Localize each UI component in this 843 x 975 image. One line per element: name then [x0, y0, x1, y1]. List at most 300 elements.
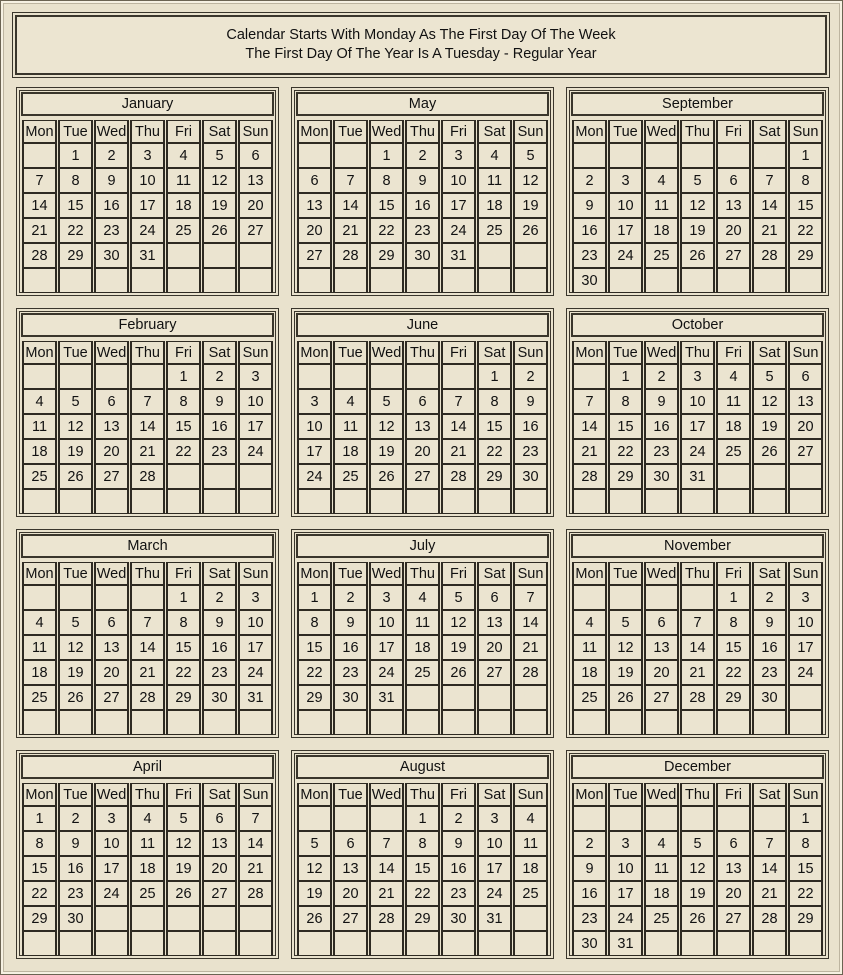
day-cell: 5: [752, 364, 787, 389]
month-september: [566, 87, 829, 296]
week-row: [297, 439, 548, 464]
week-row: [572, 906, 823, 931]
day-cell: 2: [94, 143, 129, 168]
day-cell: 24: [238, 439, 273, 464]
weekday-header: Fri: [716, 783, 751, 806]
week-row: [297, 364, 548, 389]
week-row: [297, 389, 548, 414]
weekday-header: Sun: [788, 562, 823, 585]
month-table: [296, 120, 549, 293]
empty-cell: [202, 489, 237, 514]
month-title: March: [21, 534, 274, 558]
weekday-header: Sun: [513, 341, 548, 364]
day-cell: 21: [680, 660, 715, 685]
empty-cell: [572, 489, 607, 514]
weekday-header: Mon: [297, 341, 332, 364]
weekday-header: Wed: [644, 562, 679, 585]
month-table: [571, 120, 824, 293]
empty-cell: [572, 364, 607, 389]
day-cell: 14: [752, 193, 787, 218]
day-cell: 27: [405, 464, 440, 489]
empty-cell: [644, 585, 679, 610]
day-cell: 22: [369, 218, 404, 243]
day-cell: 4: [333, 389, 368, 414]
day-cell: 17: [94, 856, 129, 881]
day-cell: 13: [644, 635, 679, 660]
weekday-header: Thu: [680, 783, 715, 806]
weekday-header: Mon: [572, 783, 607, 806]
week-row: [297, 168, 548, 193]
week-row: [297, 831, 548, 856]
day-cell: 5: [166, 806, 201, 831]
day-cell: 10: [441, 168, 476, 193]
day-cell: 28: [680, 685, 715, 710]
day-cell: 13: [788, 389, 823, 414]
empty-cell: [238, 710, 273, 735]
empty-cell: [166, 243, 201, 268]
day-cell: 13: [94, 414, 129, 439]
empty-cell: [788, 931, 823, 956]
day-cell: 8: [608, 389, 643, 414]
empty-cell: [58, 931, 93, 956]
empty-cell: [238, 931, 273, 956]
empty-cell: [608, 143, 643, 168]
day-cell: 11: [22, 635, 57, 660]
day-cell: 9: [644, 389, 679, 414]
month-august: [291, 750, 554, 959]
week-row: [297, 906, 548, 931]
empty-cell: [297, 489, 332, 514]
week-row: [572, 489, 823, 514]
day-cell: 11: [513, 831, 548, 856]
week-row: [297, 931, 548, 956]
empty-cell: [58, 489, 93, 514]
week-row: [297, 193, 548, 218]
month-title: February: [21, 313, 274, 337]
day-cell: 4: [644, 831, 679, 856]
week-row: [297, 806, 548, 831]
day-cell: 13: [477, 610, 512, 635]
day-cell: 21: [752, 881, 787, 906]
header-line-2: The First Day Of The Year Is A Tuesday - Regular Year: [245, 46, 597, 62]
week-row: [297, 489, 548, 514]
day-cell: 29: [477, 464, 512, 489]
day-cell: 12: [441, 610, 476, 635]
empty-cell: [680, 710, 715, 735]
week-row: [297, 464, 548, 489]
day-cell: 26: [680, 243, 715, 268]
empty-cell: [716, 931, 751, 956]
day-cell: 9: [752, 610, 787, 635]
weekday-header: Sun: [513, 562, 548, 585]
day-cell: 7: [752, 168, 787, 193]
week-row: [22, 143, 273, 168]
day-cell: 30: [202, 685, 237, 710]
day-cell: 19: [608, 660, 643, 685]
day-cell: 18: [513, 856, 548, 881]
empty-cell: [788, 710, 823, 735]
day-cell: 4: [572, 610, 607, 635]
empty-cell: [333, 710, 368, 735]
day-cell: 29: [405, 906, 440, 931]
month-frame: [569, 311, 826, 514]
day-cell: 18: [166, 193, 201, 218]
day-cell: 8: [716, 610, 751, 635]
empty-cell: [644, 710, 679, 735]
empty-cell: [680, 806, 715, 831]
empty-cell: [22, 710, 57, 735]
day-cell: 15: [22, 856, 57, 881]
day-cell: 26: [202, 218, 237, 243]
weekday-header: Wed: [94, 783, 129, 806]
day-cell: 22: [477, 439, 512, 464]
week-row: [22, 389, 273, 414]
week-row: [22, 806, 273, 831]
day-cell: 18: [716, 414, 751, 439]
empty-cell: [22, 364, 57, 389]
empty-cell: [608, 268, 643, 293]
weekday-header: Thu: [405, 120, 440, 143]
empty-cell: [22, 143, 57, 168]
day-cell: 3: [608, 831, 643, 856]
empty-cell: [369, 931, 404, 956]
day-cell: 3: [130, 143, 165, 168]
day-cell: 2: [513, 364, 548, 389]
day-cell: 9: [94, 168, 129, 193]
day-cell: 10: [94, 831, 129, 856]
weekday-header: Sun: [788, 120, 823, 143]
day-cell: 4: [166, 143, 201, 168]
day-cell: 30: [333, 685, 368, 710]
empty-cell: [166, 906, 201, 931]
week-row: [297, 414, 548, 439]
weekday-header: Fri: [716, 120, 751, 143]
weekday-header: Tue: [608, 562, 643, 585]
empty-cell: [369, 364, 404, 389]
day-cell: 1: [788, 806, 823, 831]
day-cell: 24: [608, 906, 643, 931]
day-cell: 2: [441, 806, 476, 831]
weekday-header: Sun: [238, 120, 273, 143]
day-cell: 12: [608, 635, 643, 660]
day-cell: 24: [297, 464, 332, 489]
day-cell: 25: [333, 464, 368, 489]
empty-cell: [608, 585, 643, 610]
day-cell: 9: [333, 610, 368, 635]
empty-cell: [644, 931, 679, 956]
day-cell: 12: [202, 168, 237, 193]
week-row: [572, 710, 823, 735]
day-cell: 24: [238, 660, 273, 685]
weekday-header: Wed: [94, 341, 129, 364]
day-cell: 1: [788, 143, 823, 168]
day-cell: 30: [572, 931, 607, 956]
day-cell: 23: [752, 660, 787, 685]
day-cell: 2: [405, 143, 440, 168]
weekday-header: Mon: [297, 562, 332, 585]
weekday-header: Sun: [788, 341, 823, 364]
day-cell: 5: [680, 168, 715, 193]
day-cell: 3: [788, 585, 823, 610]
day-cell: 3: [608, 168, 643, 193]
month-table: [21, 120, 274, 293]
empty-cell: [22, 268, 57, 293]
day-cell: 7: [22, 168, 57, 193]
empty-cell: [94, 710, 129, 735]
empty-cell: [752, 806, 787, 831]
day-cell: 27: [716, 243, 751, 268]
day-cell: 28: [333, 243, 368, 268]
day-cell: 26: [297, 906, 332, 931]
empty-cell: [680, 268, 715, 293]
day-cell: 10: [238, 389, 273, 414]
week-row: [22, 856, 273, 881]
day-cell: 10: [369, 610, 404, 635]
day-cell: 21: [238, 856, 273, 881]
day-cell: 20: [94, 660, 129, 685]
day-cell: 20: [477, 635, 512, 660]
day-cell: 24: [369, 660, 404, 685]
month-frame: [19, 90, 276, 293]
day-cell: 4: [22, 389, 57, 414]
empty-cell: [644, 489, 679, 514]
day-cell: 2: [752, 585, 787, 610]
day-cell: 22: [166, 439, 201, 464]
empty-cell: [513, 710, 548, 735]
day-cell: 25: [716, 439, 751, 464]
day-cell: 13: [405, 414, 440, 439]
week-row: [572, 218, 823, 243]
day-cell: 23: [441, 881, 476, 906]
empty-cell: [477, 489, 512, 514]
day-cell: 3: [238, 585, 273, 610]
empty-cell: [572, 143, 607, 168]
empty-cell: [130, 931, 165, 956]
week-row: [22, 881, 273, 906]
week-row: [572, 685, 823, 710]
weekday-header: Tue: [608, 120, 643, 143]
empty-cell: [22, 931, 57, 956]
empty-cell: [166, 489, 201, 514]
day-cell: 30: [752, 685, 787, 710]
empty-cell: [202, 931, 237, 956]
day-cell: 23: [333, 660, 368, 685]
day-cell: 5: [513, 143, 548, 168]
empty-cell: [405, 268, 440, 293]
month-october: [566, 308, 829, 517]
day-cell: 3: [369, 585, 404, 610]
day-cell: 8: [369, 168, 404, 193]
day-cell: 28: [22, 243, 57, 268]
day-cell: 3: [441, 143, 476, 168]
empty-cell: [441, 685, 476, 710]
empty-cell: [441, 364, 476, 389]
empty-cell: [94, 489, 129, 514]
month-june: [291, 308, 554, 517]
weekday-header: Wed: [94, 120, 129, 143]
day-cell: 27: [644, 685, 679, 710]
day-cell: 6: [238, 143, 273, 168]
weekday-header: Thu: [130, 120, 165, 143]
day-cell: 24: [130, 218, 165, 243]
day-cell: 20: [716, 881, 751, 906]
day-cell: 30: [94, 243, 129, 268]
empty-cell: [166, 268, 201, 293]
empty-cell: [202, 906, 237, 931]
weekday-header: Fri: [166, 783, 201, 806]
day-cell: 6: [788, 364, 823, 389]
day-cell: 18: [477, 193, 512, 218]
weekday-header: Tue: [333, 120, 368, 143]
weekday-header: Sun: [513, 120, 548, 143]
day-cell: 4: [405, 585, 440, 610]
week-row: [297, 710, 548, 735]
header-line-1: Calendar Starts With Monday As The First Day Of The Week: [226, 27, 616, 43]
day-cell: 5: [441, 585, 476, 610]
empty-cell: [166, 464, 201, 489]
week-row: [572, 856, 823, 881]
day-cell: 16: [513, 414, 548, 439]
day-cell: 6: [405, 389, 440, 414]
week-row: [22, 489, 273, 514]
empty-cell: [297, 364, 332, 389]
empty-cell: [680, 585, 715, 610]
weekday-header: Mon: [297, 783, 332, 806]
empty-cell: [572, 806, 607, 831]
day-cell: 10: [130, 168, 165, 193]
day-cell: 8: [297, 610, 332, 635]
empty-cell: [752, 268, 787, 293]
day-cell: 28: [752, 243, 787, 268]
month-title: July: [296, 534, 549, 558]
weekday-header: Tue: [333, 783, 368, 806]
empty-cell: [477, 931, 512, 956]
day-cell: 7: [238, 806, 273, 831]
weekday-header: Tue: [58, 562, 93, 585]
weekday-header: Wed: [369, 341, 404, 364]
day-cell: 29: [608, 464, 643, 489]
weekday-header: Sat: [477, 120, 512, 143]
empty-cell: [788, 685, 823, 710]
day-cell: 11: [166, 168, 201, 193]
day-cell: 15: [788, 193, 823, 218]
weekday-header: Thu: [680, 341, 715, 364]
day-cell: 14: [130, 635, 165, 660]
day-cell: 26: [58, 464, 93, 489]
day-cell: 11: [333, 414, 368, 439]
day-cell: 9: [58, 831, 93, 856]
empty-cell: [130, 268, 165, 293]
month-march: [16, 529, 279, 738]
day-cell: 6: [716, 831, 751, 856]
week-row: [22, 414, 273, 439]
weekday-header: Tue: [58, 341, 93, 364]
day-cell: 8: [788, 831, 823, 856]
day-cell: 1: [58, 143, 93, 168]
day-cell: 14: [441, 414, 476, 439]
day-cell: 22: [297, 660, 332, 685]
empty-cell: [788, 268, 823, 293]
day-cell: 13: [333, 856, 368, 881]
weekday-header: Sat: [202, 562, 237, 585]
day-cell: 5: [58, 389, 93, 414]
day-cell: 9: [405, 168, 440, 193]
day-cell: 27: [238, 218, 273, 243]
day-cell: 10: [788, 610, 823, 635]
empty-cell: [513, 906, 548, 931]
empty-cell: [130, 364, 165, 389]
day-cell: 22: [58, 218, 93, 243]
day-cell: 19: [752, 414, 787, 439]
day-cell: 20: [94, 439, 129, 464]
empty-cell: [405, 710, 440, 735]
weekday-header: Mon: [572, 562, 607, 585]
day-cell: 26: [369, 464, 404, 489]
weekday-header: Fri: [166, 341, 201, 364]
week-row: [572, 806, 823, 831]
day-cell: 18: [644, 218, 679, 243]
day-cell: 27: [94, 685, 129, 710]
day-cell: 5: [608, 610, 643, 635]
month-frame: [19, 753, 276, 956]
month-title: April: [21, 755, 274, 779]
empty-cell: [166, 710, 201, 735]
day-cell: 12: [680, 856, 715, 881]
day-cell: 15: [477, 414, 512, 439]
day-cell: 9: [572, 856, 607, 881]
month-frame: [294, 311, 551, 514]
weekday-header: Thu: [130, 341, 165, 364]
empty-cell: [202, 243, 237, 268]
empty-cell: [644, 143, 679, 168]
empty-cell: [333, 931, 368, 956]
empty-cell: [238, 464, 273, 489]
day-cell: 16: [441, 856, 476, 881]
day-cell: 8: [477, 389, 512, 414]
day-cell: 27: [202, 881, 237, 906]
day-cell: 19: [202, 193, 237, 218]
day-cell: 11: [405, 610, 440, 635]
week-row: [572, 168, 823, 193]
day-cell: 1: [166, 364, 201, 389]
empty-cell: [477, 268, 512, 293]
month-title: August: [296, 755, 549, 779]
day-cell: 3: [477, 806, 512, 831]
day-cell: 7: [752, 831, 787, 856]
month-title: November: [571, 534, 824, 558]
day-cell: 1: [166, 585, 201, 610]
weekday-header: Thu: [680, 120, 715, 143]
day-cell: 22: [788, 218, 823, 243]
day-cell: 20: [405, 439, 440, 464]
day-cell: 21: [22, 218, 57, 243]
day-cell: 4: [130, 806, 165, 831]
day-cell: 3: [297, 389, 332, 414]
month-may: [291, 87, 554, 296]
day-cell: 25: [22, 464, 57, 489]
empty-cell: [202, 710, 237, 735]
day-cell: 17: [680, 414, 715, 439]
weekday-header: Thu: [130, 783, 165, 806]
day-cell: 16: [333, 635, 368, 660]
day-cell: 25: [22, 685, 57, 710]
day-cell: 11: [572, 635, 607, 660]
day-cell: 10: [608, 193, 643, 218]
empty-cell: [680, 143, 715, 168]
day-cell: 15: [608, 414, 643, 439]
empty-cell: [369, 489, 404, 514]
week-row: [572, 464, 823, 489]
